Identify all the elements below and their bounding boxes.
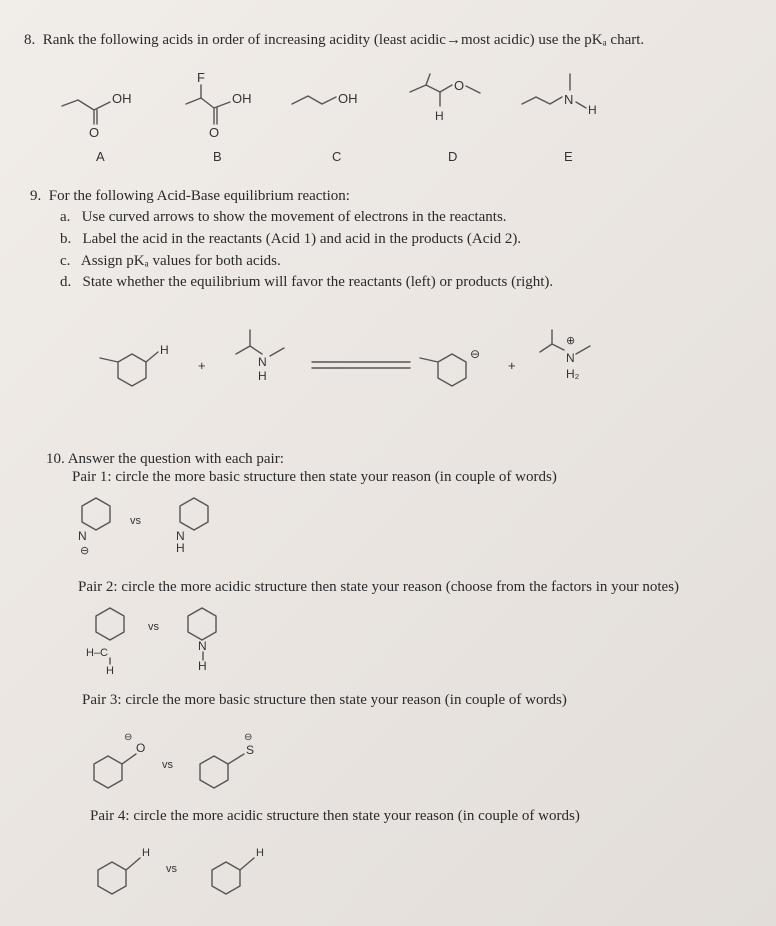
q9-part-c [60,251,281,271]
q8-b-f: F [197,70,205,85]
q9-r2-h: H [258,369,267,383]
pair3-left-o: O [136,741,146,755]
pair1-right-n: N [176,529,185,543]
q9-reaction [0,318,776,418]
pair3-structure-right [200,732,254,788]
q10-pair-3-text: Pair 3: circle the more basic structure then state your reason (in couple of words) [82,692,567,708]
q9-p2-h2: H₂ [566,367,580,381]
q9-product-2 [540,330,590,381]
q9-reactant-2 [236,330,284,383]
q9-r2-n: N [258,355,267,369]
pair1-structure-right [176,498,208,555]
q9-p1-minus: ⊖ [470,347,481,361]
q8-structure-e [522,74,597,164]
q10-prompt [46,449,284,469]
q8-e-n: N [564,92,574,107]
q9-part-b [60,229,521,249]
q9-prompt [30,186,350,206]
q9-part-c-letter: c. [60,253,71,269]
q9-part-c-text: Assign pKₐ values for both acids. [80,253,281,269]
q9-equilibrium-arrows [312,362,410,368]
pair4-structure-left [98,847,150,894]
pair2-structure-left [86,608,124,677]
q8-prompt [24,30,644,50]
q8-label-e: E [564,149,573,164]
pair4-right-h: H [256,847,264,859]
q10-text: Answer the question with each pair: [67,451,284,467]
q8-structure-c [292,91,358,164]
pair2-left-h: H [106,665,114,677]
q9-number: 9. [30,188,42,204]
q8-structure-b [186,70,252,164]
q10-pair-2-text: Pair 2: circle the more acidic structure then state your reason (choose from the factors in your notes) [78,579,680,595]
pair1-left-n: N [78,529,87,543]
pair2-left-hc: H–C [86,647,109,659]
q10-pair-1 [0,492,776,562]
q8-number: 8. [24,32,36,48]
q8-e-h: H [588,103,597,117]
q8-structure-d [410,74,480,164]
pair3-right-minus: ⊖ [244,732,253,743]
q8-a-o: O [89,125,100,140]
pair4-left-h: H [142,847,150,859]
q9-part-b-text: Label the acid in the reactants (Acid 1) and acid in the products (Acid 2). [82,231,522,247]
pair2-right-n: N [198,639,207,653]
pair4-vs: vs [166,863,177,875]
q10-pair-4-text: Pair 4: circle the more acidic structure then state your reason (in couple of words) [90,808,580,824]
q9-text: For the following Acid-Base equilibrium reaction: [48,188,350,204]
q9-reactant-1 [100,343,169,386]
q9-plus-1: + [198,358,206,373]
q10-pair-4 [0,838,776,918]
pair3-vs: vs [162,759,173,771]
pair3-structure-left [94,732,145,788]
q8-text: Rank the following acids in order of increasing acidity (least acidic→most acidic) use the pKₐ chart. [42,32,645,48]
q8-c-oh: OH [338,91,358,106]
q10-pair-2 [0,602,776,682]
q9-part-d-letter: d. [60,274,72,290]
q10-pair-3 [0,718,776,808]
pair1-vs: vs [130,515,141,527]
q9-plus-2: + [508,358,516,373]
q8-a-oh: OH [112,91,132,106]
pair2-structure-right [188,608,216,673]
q8-b-oh: OH [232,91,252,106]
q9-part-a-text: Use curved arrows to show the movement of electrons in the reactants. [81,209,507,225]
q9-product-1 [420,347,480,386]
pair3-left-minus: ⊖ [124,732,133,743]
pair1-right-h: H [176,541,185,555]
q9-r1-h: H [160,343,169,357]
q8-d-o: O [454,78,465,93]
q9-part-a-letter: a. [60,209,71,225]
pair4-structure-right [212,847,264,894]
q8-label-a: A [96,149,105,164]
q9-p2-plus: ⊕ [566,335,576,347]
q9-part-a [60,207,507,227]
q8-label-d: D [448,149,458,164]
pair1-left-minus: ⊖ [80,545,90,557]
q10-pair-1-text: Pair 1: circle the more basic structure then state your reason (in couple of words) [72,469,557,485]
pair1-structure-left [78,498,110,557]
q9-p2-n: N [566,351,575,365]
q8-d-h: H [435,109,444,123]
q8-label-b: B [213,149,222,164]
q10-number: 10. [46,451,65,467]
q9-part-b-letter: b. [60,231,72,247]
q9-part-d [60,272,553,292]
pair3-right-s: S [246,743,255,757]
q8-structure-a [62,91,132,164]
q8-label-c: C [332,149,342,164]
q8-b-o: O [209,125,220,140]
q9-part-d-text: State whether the equilibrium will favor the reactants (left) or products (right). [82,274,554,290]
pair2-right-h: H [198,659,207,673]
pair2-vs: vs [148,621,159,633]
